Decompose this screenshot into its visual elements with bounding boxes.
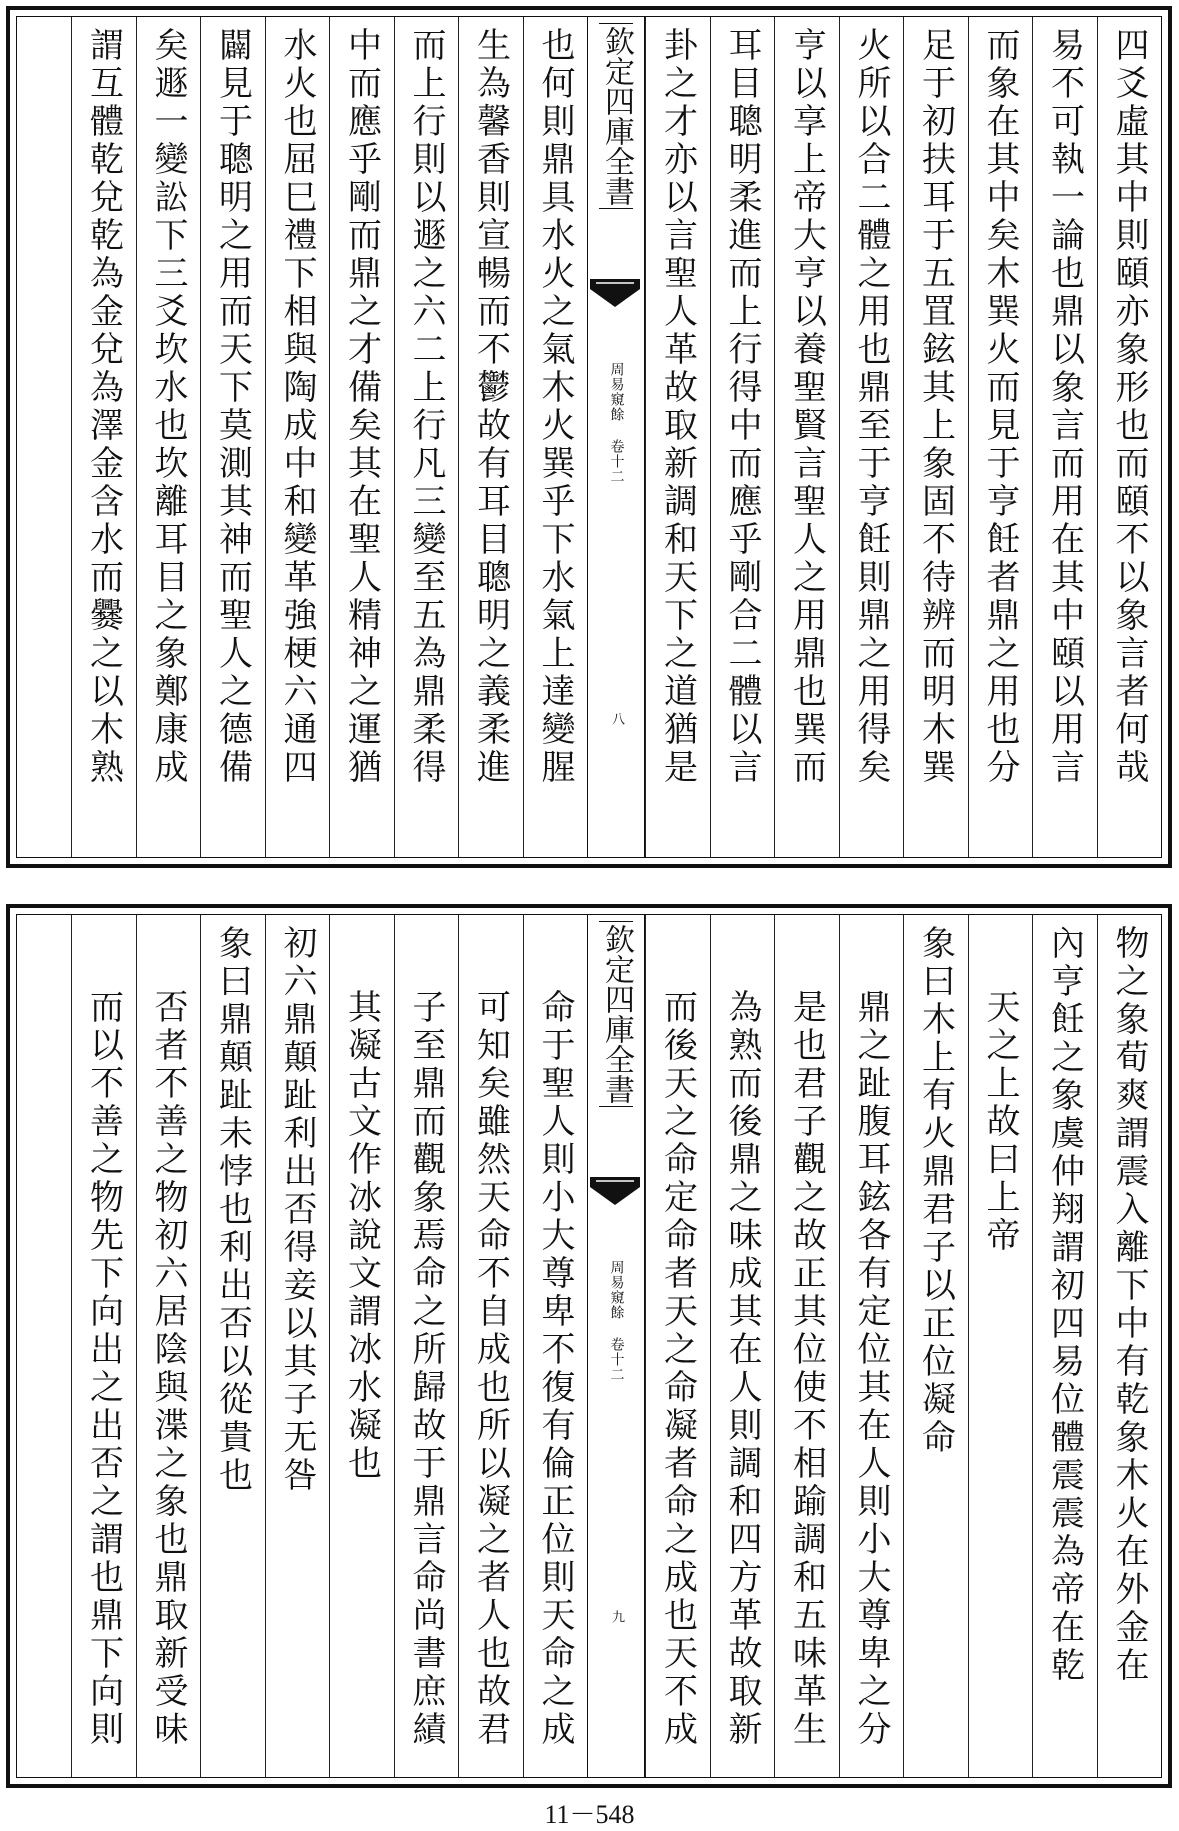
text-column: 耳目聰明柔進而上行得中而應乎剛合二體以言	[710, 17, 775, 857]
center-column	[587, 17, 645, 857]
book-title: 欽定四庫全書	[599, 23, 633, 209]
text-column: 其凝古文作冰說文謂冰水凝也	[329, 915, 394, 1777]
bottom-page-columns	[17, 915, 1161, 1777]
page-number: 11－548	[544, 1800, 635, 1829]
text-column: 為熟而後鼎之味成其在人則調和四方革故取新	[710, 915, 775, 1777]
text-column: 天之上故曰上帝	[968, 915, 1033, 1777]
top-page-columns	[17, 17, 1161, 857]
text-column: 是也君子觀之故正其位使不相踰調和五味革生	[774, 915, 839, 1777]
text-column: 易不可執一論也鼎以象言而用在其中頤以用言	[1032, 17, 1097, 857]
text-column: 而上行則以遯之六二上行凡三變至五為鼎柔得	[394, 17, 459, 857]
text-column: 謂互體乾兌乾為金兌為澤金含水而爨之以木熟	[71, 17, 136, 857]
text-column: 闢見于聰明之用而天下莫測其神而聖人之德備	[200, 17, 265, 857]
text-column: 亨以享上帝大亨以養聖賢言聖人之用鼎也巽而	[774, 17, 839, 857]
text-column: 象曰木上有火鼎君子以正位凝命	[903, 915, 968, 1777]
juan-label: 周易窺餘 卷十二	[608, 362, 625, 484]
text-column: 足于初扶耳于五罝鉉其上象固不待辨而明木巽	[903, 17, 968, 857]
text-column: 而以不善之物先下向出之出否之謂也鼎下向則	[71, 915, 136, 1777]
text-column: 命于聖人則小大尊卑不復有倫正位則天命之成	[523, 915, 588, 1777]
text-column: 鼎之趾腹耳鉉各有定位其在人則小大尊卑之分	[839, 915, 904, 1777]
juan-label: 周易窺餘 卷十二	[608, 1260, 625, 1382]
fish-tail-ornament-icon	[590, 279, 640, 313]
text-column: 生為馨香則宣暢而不鬱故有耳目聰明之義柔進	[458, 17, 523, 857]
text-column: 物之象荀爽謂震入離下中有乾象木火在外金在	[1097, 915, 1162, 1777]
text-column: 水火也屈巳禮下相與陶成中和變革強梗六通四	[265, 17, 330, 857]
folio-number: 九	[609, 1610, 624, 1627]
text-column: 火所以合二體之用也鼎至于亨飪則鼎之用得矣	[839, 17, 904, 857]
text-column: 而後天之命定命者天之命凝者命之成也天不成	[645, 915, 710, 1777]
fish-tail-ornament-icon	[590, 1177, 640, 1211]
text-column: 矣遯一變訟下三爻坎水也坎離耳目之象鄭康成	[136, 17, 201, 857]
text-column: 也何則鼎具水火之氣木火巽乎下水氣上達變腥	[523, 17, 588, 857]
text-column: 四爻虛其中則頤亦象形也而頤不以象言者何哉	[1097, 17, 1162, 857]
text-column: 可知矣雖然天命不自成也所以凝之者人也故君	[458, 915, 523, 1777]
text-column: 而象在其中矣木巽火而見于亨飪者鼎之用也分	[968, 17, 1033, 857]
text-column: 初六鼎顛趾利出否得妾以其子无咎	[265, 915, 330, 1777]
top-page	[6, 6, 1172, 868]
center-column	[587, 915, 645, 1777]
top-page-frame	[16, 16, 1162, 858]
text-column: 子至鼎而觀象焉命之所歸故于鼎言命尚書庶績	[394, 915, 459, 1777]
text-column: 象曰鼎顛趾未悖也利出否以從貴也	[200, 915, 265, 1777]
bottom-page	[6, 904, 1172, 1788]
text-column: 否者不善之物初六居陰與渫之象也鼎取新受味	[136, 915, 201, 1777]
text-column: 卦之才亦以言聖人革故取新調和天下之道猶是	[645, 17, 710, 857]
text-column: 中而應乎剛而鼎之才備矣其在聖人精神之運猶	[329, 17, 394, 857]
bottom-page-frame	[16, 914, 1162, 1778]
book-title: 欽定四庫全書	[599, 921, 633, 1107]
folio-number: 八	[609, 712, 624, 729]
text-column: 內亨飪之象虞仲翔謂初四易位體震震為帝在乾	[1032, 915, 1097, 1777]
